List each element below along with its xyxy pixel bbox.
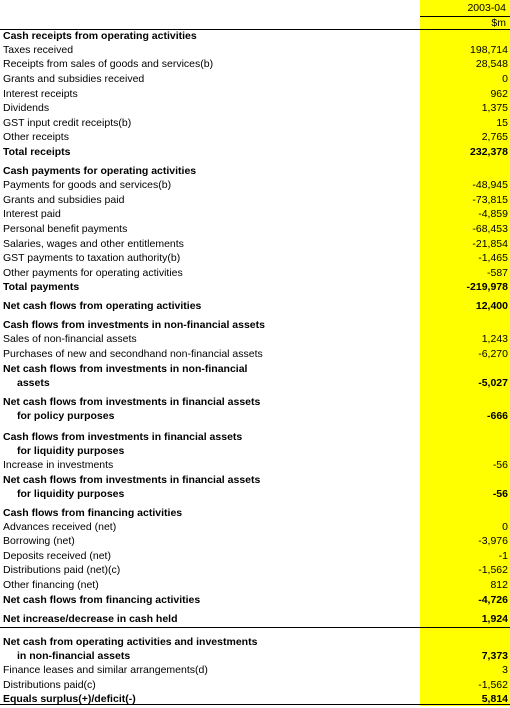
row-value: -587: [486, 267, 508, 279]
table-row: [0, 363, 510, 378]
row-value: -219,978: [466, 281, 508, 293]
row-label: for liquidity purposes: [17, 445, 125, 457]
table-row: [0, 300, 510, 315]
row-label: GST input credit receipts(b): [3, 117, 132, 129]
table-row: [0, 30, 510, 45]
bottom-rule: [0, 704, 510, 705]
row-label: Cash flows from financing activities: [3, 507, 183, 519]
row-value: -1,562: [478, 564, 508, 576]
row-label: Net cash from operating activities and investments: [3, 636, 258, 648]
row-label: Grants and subsidies received: [3, 73, 145, 85]
table-row: [0, 165, 510, 180]
row-label: Payments for goods and services(b): [3, 179, 172, 191]
row-label: Purchases of new and secondhand non-financial assets: [3, 348, 263, 360]
table-row: [0, 396, 510, 411]
row-label: GST payments to taxation authority(b): [3, 252, 181, 264]
row-value: -1: [498, 550, 508, 562]
row-label: Other financing (net): [3, 579, 99, 591]
row-label: Cash payments for operating activities: [3, 165, 197, 177]
row-label: Borrowing (net): [3, 535, 75, 547]
table-row: [0, 431, 510, 446]
row-value: -21,854: [472, 238, 508, 250]
table-row: [0, 693, 510, 708]
row-label: Equals surplus(+)/deficit(-): [3, 693, 136, 705]
row-label: Net cash flows from operating activities: [3, 300, 202, 312]
row-label: Receipts from sales of goods and services(b): [3, 58, 214, 70]
row-value: 0: [502, 521, 508, 533]
table-row: [0, 348, 510, 363]
row-value: 0: [502, 73, 508, 85]
row-label: Finance leases and similar arrangements(d): [3, 664, 208, 676]
table-row: [0, 281, 510, 296]
row-label: Net cash flows from investments in non-financial: [3, 363, 248, 375]
table-row: [0, 459, 510, 474]
row-label: Deposits received (net): [3, 550, 111, 562]
row-value: -68,453: [472, 223, 508, 235]
row-value: 7,373: [481, 650, 508, 662]
row-label: Taxes received: [3, 44, 74, 56]
table-row: [0, 410, 510, 425]
row-value: -5,027: [478, 377, 508, 389]
table-row: [0, 223, 510, 238]
table-row: [0, 146, 510, 161]
table-row: [0, 664, 510, 679]
row-value: 1,375: [481, 102, 508, 114]
row-label: Interest paid: [3, 208, 61, 220]
table-row: [0, 488, 510, 503]
row-label: for policy purposes: [17, 410, 115, 422]
row-value: 2,765: [481, 131, 508, 143]
row-value: -73,815: [472, 194, 508, 206]
row-label: Dividends: [3, 102, 50, 114]
table-row: [0, 194, 510, 209]
table-row: [0, 550, 510, 565]
row-label: Grants and subsidies paid: [3, 194, 125, 206]
row-label: Total payments: [3, 281, 80, 293]
row-value: -1,562: [478, 679, 508, 691]
row-label: Personal benefit payments: [3, 223, 128, 235]
row-label: for liquidity purposes: [17, 488, 125, 500]
table-row: [0, 73, 510, 88]
row-label: Net cash flows from investments in financial assets: [3, 474, 261, 486]
row-label: Net increase/decrease in cash held: [3, 613, 178, 625]
row-label: Advances received (net): [3, 521, 117, 533]
row-label: Net cash flows from investments in financial assets: [3, 396, 261, 408]
section-rule-bottom: [0, 627, 510, 628]
row-value: 15: [496, 117, 508, 129]
table-row: [0, 208, 510, 223]
table-row: [0, 131, 510, 146]
row-label: Cash flows from investments in financial assets: [3, 431, 243, 443]
table-row: [0, 650, 510, 665]
table-row: [0, 333, 510, 348]
row-label: Distributions paid(c): [3, 679, 96, 691]
table-row: [0, 238, 510, 253]
row-value: -56: [492, 459, 508, 471]
row-value: 232,378: [470, 146, 508, 158]
table-row: [0, 319, 510, 334]
unit-header: $m: [491, 17, 506, 29]
row-value: -6,270: [478, 348, 508, 360]
table-row: [0, 58, 510, 73]
row-label: Salaries, wages and other entitlements: [3, 238, 184, 250]
row-label: Net cash flows from financing activities: [3, 594, 201, 606]
table-row: [0, 636, 510, 651]
row-label: in non-financial assets: [17, 650, 131, 662]
table-row: [0, 579, 510, 594]
row-value: -48,945: [472, 179, 508, 191]
row-label: Other receipts: [3, 131, 69, 143]
table-row: [0, 507, 510, 522]
table-row: [0, 377, 510, 392]
row-label: Increase in investments: [3, 459, 114, 471]
table-row: [0, 179, 510, 194]
row-value: 12,400: [475, 300, 508, 312]
row-value: -4,859: [478, 208, 508, 220]
row-label: Interest receipts: [3, 88, 78, 100]
row-value: 28,548: [475, 58, 508, 70]
table-row: [0, 267, 510, 282]
row-label: assets: [17, 377, 50, 389]
row-label: Cash receipts from operating activities: [3, 30, 197, 42]
row-value: 962: [490, 88, 508, 100]
row-label: Cash flows from investments in non-financial assets: [3, 319, 265, 331]
table-row: [0, 252, 510, 267]
row-value: 5,814: [481, 693, 508, 705]
row-label: Distributions paid (net)(c): [3, 564, 121, 576]
table-row: [0, 594, 510, 609]
row-label: Sales of non-financial assets: [3, 333, 137, 345]
row-label: Other payments for operating activities: [3, 267, 183, 279]
row-label: Total receipts: [3, 146, 71, 158]
table-row: [0, 535, 510, 550]
row-value: 1,924: [481, 613, 508, 625]
table-row: [0, 44, 510, 59]
table-row: [0, 102, 510, 117]
row-value: -666: [486, 410, 508, 422]
table-row: [0, 474, 510, 489]
table-row: [0, 445, 510, 460]
row-value: 3: [502, 664, 508, 676]
row-value: 1,243: [481, 333, 508, 345]
table-row: [0, 117, 510, 132]
row-value: -56: [492, 488, 508, 500]
year-header: 2003-04: [467, 2, 506, 14]
row-value: 812: [490, 579, 508, 591]
table-row: [0, 613, 510, 628]
row-value: -1,465: [478, 252, 508, 264]
row-value: 198,714: [470, 44, 508, 56]
table-row: [0, 88, 510, 103]
row-value: -3,976: [478, 535, 508, 547]
table-row: [0, 679, 510, 694]
row-value: -4,726: [478, 594, 508, 606]
table-row: [0, 521, 510, 536]
table-row: [0, 564, 510, 579]
